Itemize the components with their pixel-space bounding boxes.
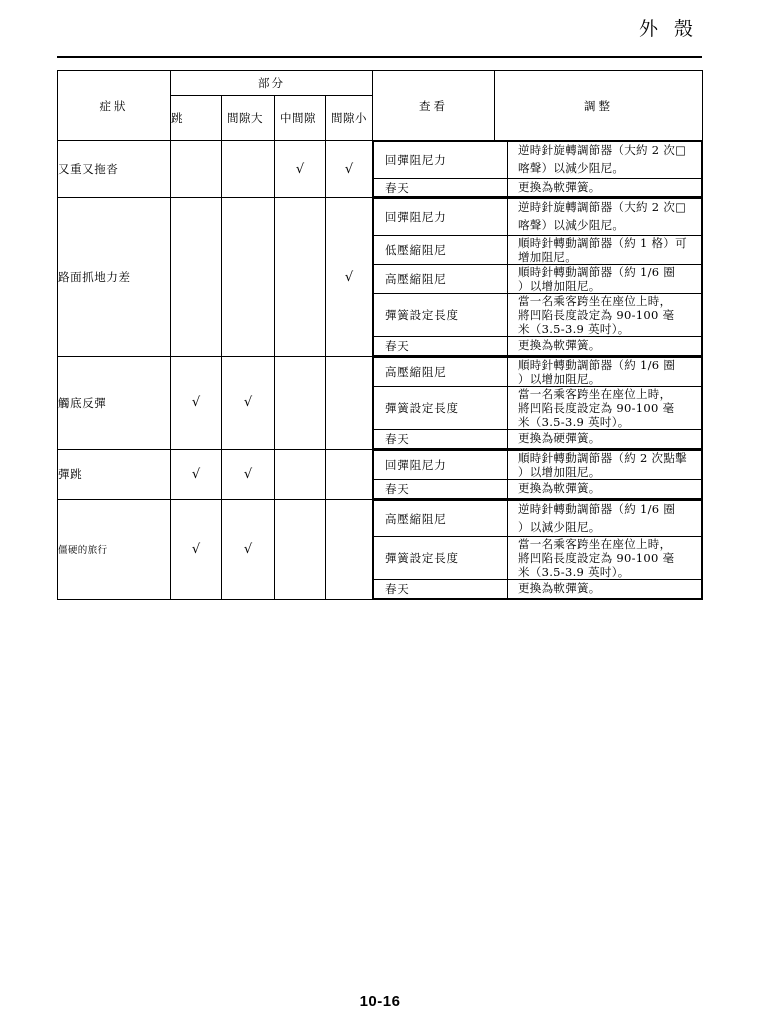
mark-mid-gap [275, 141, 326, 198]
adjust-instruction-line: 順時針轉動調節器（約 1 格）可 [518, 236, 687, 251]
adjust-instruction-line: 米（3.5-3.9 英吋）。 [518, 415, 630, 430]
check-item-label: 低壓縮阻尼 [374, 236, 508, 265]
table-row [58, 449, 703, 499]
mark-small-gap [326, 141, 373, 198]
check-item-label: 回彈阻尼力 [374, 142, 508, 179]
check-adjust-row [374, 337, 702, 356]
check-adjust-row [374, 178, 702, 197]
header-section-group: 部分 [171, 71, 373, 96]
mark-large-gap [222, 356, 275, 449]
adjust-instruction-line: 米（3.5-3.9 英吋）。 [518, 322, 630, 337]
mark-mid-gap [275, 356, 326, 449]
header-divider-rule [57, 56, 702, 58]
check-mark-icon: √ [191, 466, 201, 482]
adjust-instruction [508, 500, 702, 537]
check-item-label: 春天 [374, 178, 508, 197]
table-row [58, 356, 703, 449]
mark-large-gap [222, 141, 275, 198]
check-adjust-subtable [373, 198, 702, 356]
check-item-label: 高壓縮阻尼 [374, 265, 508, 294]
check-item-label: 春天 [374, 580, 508, 599]
check-mark-icon: √ [191, 395, 201, 411]
check-adjust-row [374, 199, 702, 236]
check-item-label: 彈簧設定長度 [374, 294, 508, 337]
adjust-instruction-line: 更換為軟彈簧。 [518, 179, 601, 194]
adjust-instruction [508, 142, 702, 179]
mark-mid-gap [275, 198, 326, 357]
mark-small-gap [326, 449, 373, 499]
symptom-label: 觸底反彈 [58, 356, 171, 449]
adjust-instruction-line: 當一名乘客跨坐在座位上時， [518, 294, 672, 309]
check-adjust-row [374, 580, 702, 599]
check-adjust-row [374, 142, 702, 179]
check-item-label: 春天 [374, 430, 508, 449]
mark-jump [171, 499, 222, 599]
adjust-instruction [508, 450, 702, 479]
check-adjust-row [374, 500, 702, 537]
adjust-instruction [508, 178, 702, 197]
adjust-instruction [508, 580, 702, 599]
check-item-label: 春天 [374, 479, 508, 498]
check-mark-icon: √ [243, 466, 253, 482]
check-adjust-row [374, 294, 702, 337]
symptom-label: 路面抓地力差 [58, 198, 171, 357]
header-adjust: 調整 [495, 71, 703, 141]
check-adjust-cell [373, 499, 703, 599]
adjust-instruction-line: 順時針轉動調節器（約 1/6 圈 [518, 357, 676, 372]
table-header-row-top [58, 71, 703, 96]
check-mark-icon: √ [243, 541, 253, 557]
page-number: 10-16 [359, 993, 401, 1010]
adjust-instruction-line: 逆時針旋轉調節器（大約 2 次□ [518, 143, 687, 157]
adjust-instruction-line: ）以增加阻尼。 [518, 464, 601, 479]
header-check: 查看 [373, 71, 495, 141]
adjust-instruction [508, 199, 702, 236]
adjust-instruction-line: ）以減少阻尼。 [518, 519, 601, 534]
check-adjust-row [374, 357, 702, 386]
adjust-instruction [508, 265, 702, 294]
symptom-label: 僵硬的旅行 [58, 499, 171, 599]
mark-jump [171, 356, 222, 449]
adjust-instruction-line: 喀聲）以減少阻尼。 [518, 160, 625, 175]
check-mark-icon: √ [344, 269, 354, 285]
mark-mid-gap [275, 499, 326, 599]
adjust-instruction-line: 更換為軟彈簧。 [518, 581, 601, 596]
adjust-instruction [508, 236, 702, 265]
header-section-col-jump: 跳 [171, 96, 222, 141]
check-adjust-row [374, 537, 702, 580]
check-item-label: 高壓縮阻尼 [374, 500, 508, 537]
mark-jump [171, 449, 222, 499]
adjust-instruction-line: 更換為軟彈簧。 [518, 338, 601, 353]
mark-jump [171, 141, 222, 198]
mark-mid-gap [275, 449, 326, 499]
check-adjust-subtable [373, 450, 702, 499]
check-adjust-cell [373, 198, 703, 357]
table-body [58, 141, 703, 600]
adjust-instruction-line: 逆時針旋轉調節器（大約 2 次□ [518, 200, 687, 215]
check-adjust-subtable [373, 500, 702, 599]
adjust-instruction-line: 更換為硬彈簧。 [518, 431, 601, 446]
check-item-label: 彈簧設定長度 [374, 537, 508, 580]
mark-large-gap [222, 499, 275, 599]
adjust-instruction-line: 更換為軟彈簧。 [518, 480, 601, 495]
adjust-instruction-line: ）以增加阻尼。 [518, 372, 601, 386]
adjust-instruction-line: 逆時針轉動調節器（約 1/6 圈 [518, 501, 676, 516]
check-item-label: 春天 [374, 337, 508, 356]
check-adjust-cell [373, 141, 703, 198]
mark-small-gap [326, 499, 373, 599]
adjust-instruction [508, 357, 702, 386]
check-item-label: 回彈阻尼力 [374, 450, 508, 479]
check-mark-icon: √ [243, 395, 253, 411]
adjust-instruction [508, 430, 702, 449]
mark-small-gap [326, 356, 373, 449]
adjust-instruction-line: ）以增加阻尼。 [518, 279, 601, 294]
table-row [58, 499, 703, 599]
table-row [58, 198, 703, 357]
table-head [58, 71, 703, 141]
header-section-col-small-gap: 間隙小 [326, 96, 373, 141]
symptom-label: 又重又拖沓 [58, 141, 171, 198]
check-item-label: 回彈阻尼力 [374, 199, 508, 236]
adjust-instruction-line: 將凹陷長度設定為 90-100 毫 [518, 551, 675, 566]
check-mark-icon: √ [191, 541, 201, 557]
running-head-title: 外 殼 [638, 18, 698, 40]
check-adjust-row [374, 265, 702, 294]
suspension-troubleshooting-table [57, 70, 703, 600]
check-item-label: 高壓縮阻尼 [374, 357, 508, 386]
check-adjust-row [374, 450, 702, 479]
page-running-head [0, 14, 760, 48]
check-adjust-row [374, 479, 702, 498]
header-section-col-large-gap: 間隙大 [222, 96, 275, 141]
adjust-instruction-line: 增加阻尼。 [518, 250, 577, 265]
mark-large-gap [222, 198, 275, 357]
adjust-instruction [508, 537, 702, 580]
check-adjust-cell [373, 449, 703, 499]
symptom-label: 彈跳 [58, 449, 171, 499]
mark-jump [171, 198, 222, 357]
mark-small-gap [326, 198, 373, 357]
header-section-col-mid-gap: 中間隙 [275, 96, 326, 141]
check-mark-icon: √ [344, 161, 354, 177]
adjust-instruction-line: 順時針轉動調節器（約 1/6 圈 [518, 265, 676, 280]
suspension-troubleshooting-table-wrapper [57, 70, 702, 600]
adjust-instruction [508, 294, 702, 337]
adjust-instruction-line: 順時針轉動調節器（約 2 次點擊 [518, 450, 687, 465]
adjust-instruction-line: 米（3.5-3.9 英吋）。 [518, 565, 630, 580]
adjust-instruction [508, 337, 702, 356]
check-item-label: 彈簧設定長度 [374, 387, 508, 430]
adjust-instruction-line: 當一名乘客跨坐在座位上時， [518, 537, 672, 552]
adjust-instruction [508, 387, 702, 430]
check-adjust-cell [373, 356, 703, 449]
adjust-instruction-line: 當一名乘客跨坐在座位上時， [518, 387, 672, 402]
check-mark-icon: √ [295, 161, 305, 177]
check-adjust-subtable [373, 141, 702, 197]
check-adjust-row [374, 387, 702, 430]
adjust-instruction-line: 將凹陷長度設定為 90-100 毫 [518, 401, 675, 416]
header-symptom: 症狀 [58, 71, 171, 141]
adjust-instruction-line: 將凹陷長度設定為 90-100 毫 [518, 308, 675, 323]
check-adjust-row [374, 236, 702, 265]
check-adjust-subtable [373, 357, 702, 449]
adjust-instruction-line: 喀聲）以減少阻尼。 [518, 218, 625, 233]
table-row [58, 141, 703, 198]
adjust-instruction [508, 479, 702, 498]
mark-large-gap [222, 449, 275, 499]
check-adjust-row [374, 430, 702, 449]
